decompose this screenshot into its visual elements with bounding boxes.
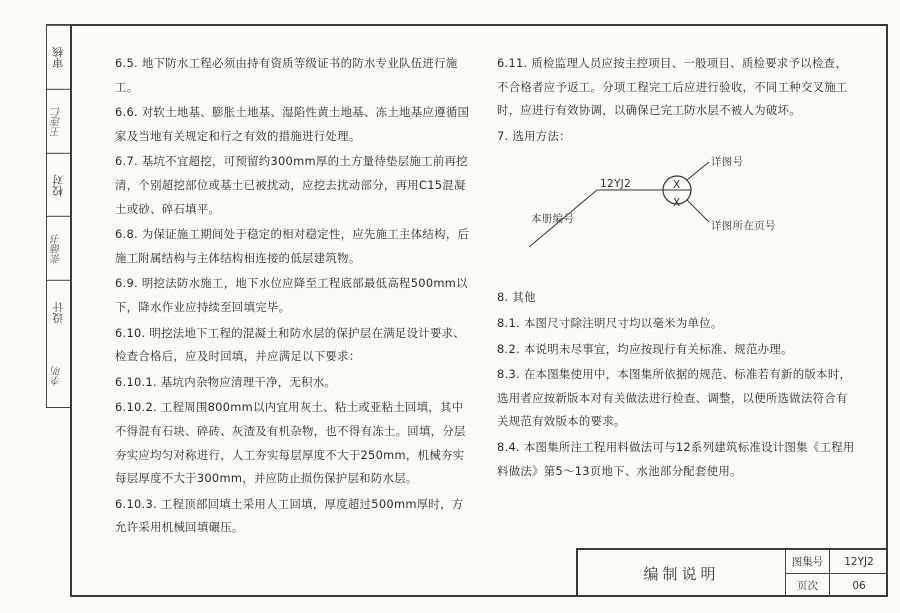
sheet-title: 编制说明 (578, 550, 786, 597)
clause-8-heading: 8. 其他 (497, 290, 536, 305)
atlas-number-row (786, 550, 888, 574)
detail-number-symbol: X (673, 179, 681, 192)
title-block (576, 548, 888, 597)
sidebar-cell-review-signature: 王连仁 (47, 89, 70, 153)
clause-8-3: 8.3. 在本图集使用中，本图集所依据的规范、标准若有新的版本时，选用者应按新版本对有关做法进行检查、调整，以便所选做法符合有关规范有效版本的要求。 (497, 367, 852, 429)
clause-8-2: 8.2. 本说明未尽事宜，均应按现行有关标准、规范办理。 (497, 341, 793, 356)
atlas-number-label: 图集号 (786, 550, 830, 573)
sidebar-cell-proof-label: 校对 (47, 153, 70, 217)
left-text-column (115, 52, 475, 542)
sidebar-cell-review-label: 审核 (47, 25, 70, 89)
approval-sidebar (46, 24, 70, 408)
reference-index-diagram (497, 150, 857, 268)
page-number-label: 页次 (786, 574, 830, 597)
clause-6-10-3: 6.10.3. 工程顶部回填土采用人工回填，厚度超过500mm厚时，方允许采用机械回填碾压。 (115, 496, 464, 535)
clause-6-9: 6.9. 明挖法防水施工，地下水位应降至工程底部最低高程500mm以下，降水作业应持续至回填完毕。 (115, 276, 468, 314)
page-number-row (786, 574, 888, 597)
sidebar-cell-proof-signature: 张德书 (47, 216, 70, 280)
clause-6-6: 6.6. 对软土地基、膨胀土地基、湿陷性黄土地基、冻土地基应遵循国家及当地有关规定和行之有效的措施进行处理。 (115, 105, 470, 143)
sidebar-cell-design-label: 设计 (47, 280, 70, 344)
clause-6-7: 6.7. 基坑不宜超挖，可预留约300mm厚的土方量待垫层施工前再挖清，个别超挖部位或基土已被扰动，应挖去扰动部分，再用C15混凝土或砂、碎石填平。 (115, 154, 468, 216)
page-number-symbol: X (673, 197, 681, 210)
clause-6-10-1: 6.10.1. 基坑内杂物应清理干净，无积水。 (115, 374, 337, 389)
title-block-grid (786, 550, 888, 597)
sidebar-cell-design-signature: 李明 (52, 365, 64, 386)
clause-6-10: 6.10. 明挖法地下工程的混凝土和防水层的保护层在满足设计要求、检查合格后，应及时回填，并应满足以下要求： (115, 325, 466, 364)
detail-number-label: 详图号 (711, 156, 744, 169)
clause-6-10-2: 6.10.2. 工程周围800mm以内宜用灰土、粘土或亚粘土回填，其中不得混有石块、碎砖、灰渣及有机杂物，也不得有冻土。回填，分层夯实应均匀对称进行，人工夯实每层厚度不大于250mm，机械夯实每层厚度不大于300mm，并应防止损伤保护层和防水层。 (115, 400, 466, 486)
right-text-column (497, 52, 857, 485)
book-number-label: 本册编号 (531, 213, 575, 226)
detail-page-label: 详图所在页号 (711, 220, 776, 233)
index-code-label: 12YJ2 (600, 178, 632, 191)
page-number-value: 06 (852, 579, 866, 592)
clause-8-1: 8.1. 本图尺寸除注明尺寸均以毫米为单位。 (497, 315, 723, 330)
clause-6-11: 6.11. 质检监理人员应按主控项目、一般项目、质检要求予以检查，不合格者应予返工。分项工程完工后应进行验收，不同工种交叉施工时，应进行有效协调，以确保已完工防水层不被人为破坏。 (497, 56, 848, 118)
atlas-number-value: 12YJ2 (844, 555, 874, 568)
clause-7-heading: 7. 选用方法： (497, 128, 571, 143)
clause-6-8: 6.8. 为保证施工期间处于稳定的相对稳定性，应先施工主体结构，后施工附属结构与主体结构相连接的低层建筑物。 (115, 227, 470, 265)
clause-6-5: 6.5. 地下防水工程必须由持有资质等级证书的防水专业队伍进行施工。 (115, 56, 458, 94)
clause-8-4: 8.4. 本图集所注工程用料做法可与12系列建筑标准设计图集《工程用料做法》第5～13页地下、水池部分配套使用。 (497, 439, 855, 478)
